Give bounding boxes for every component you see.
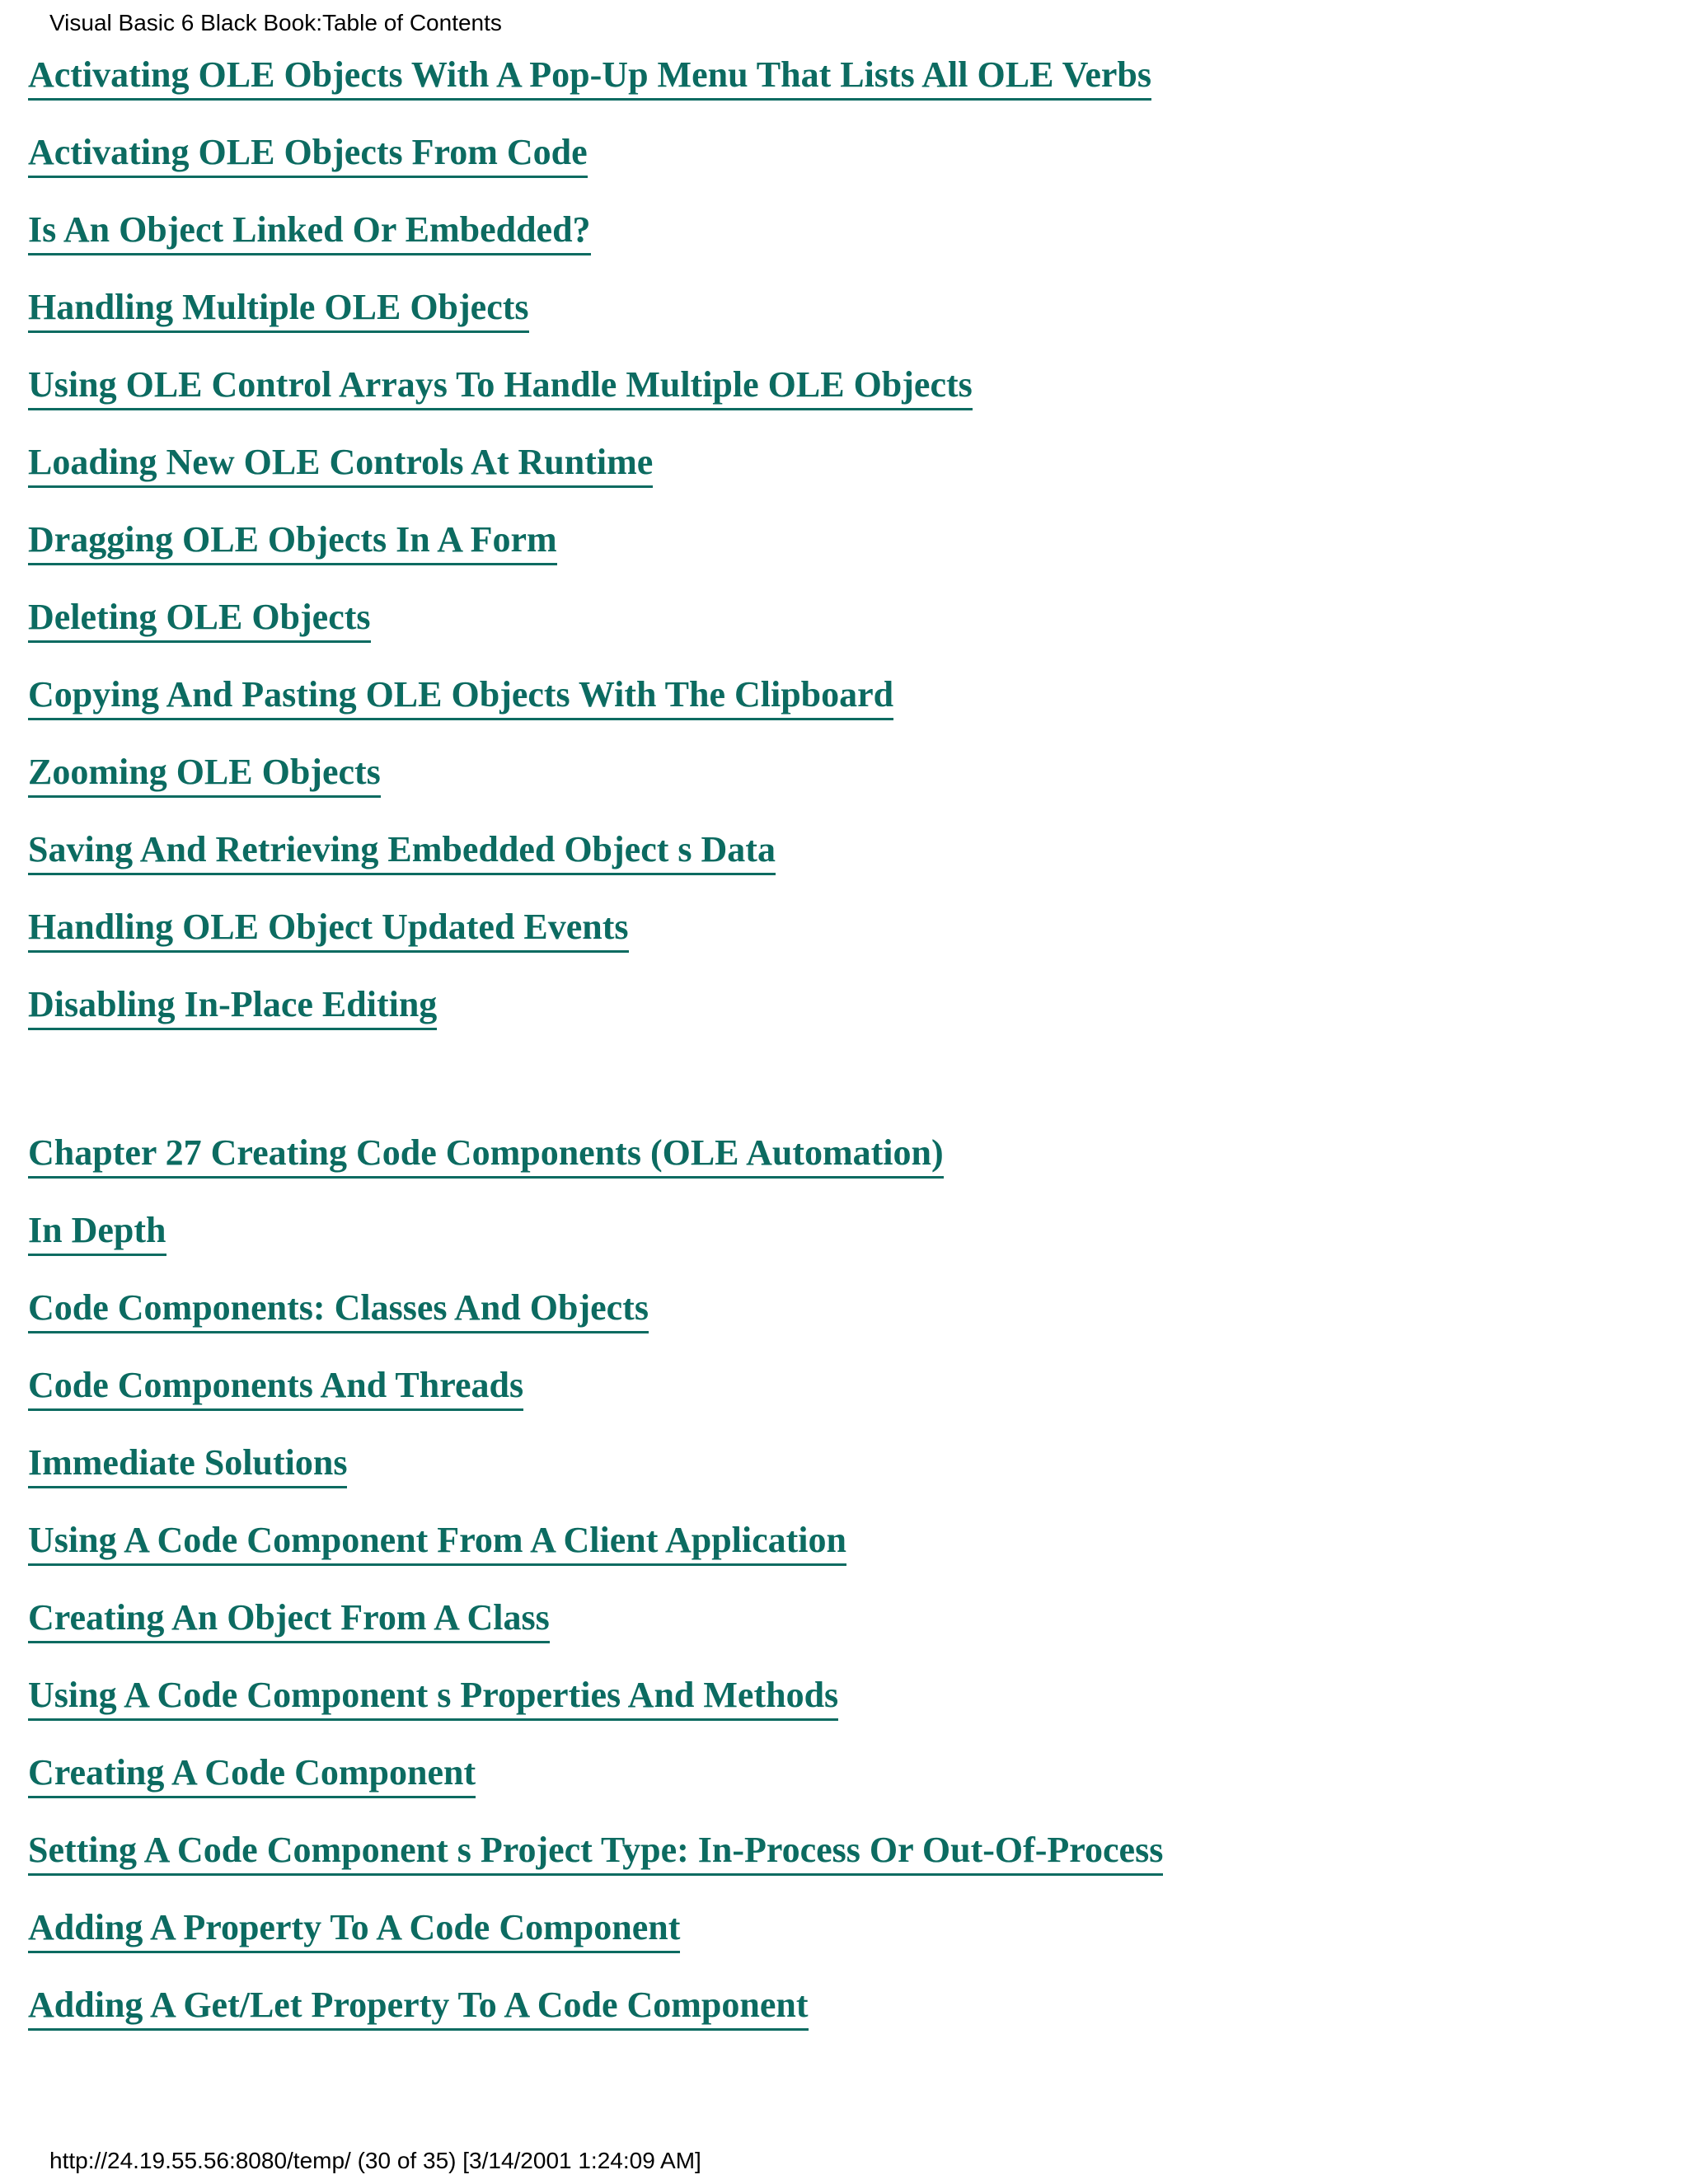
toc-link-components-and-threads[interactable]: Code Components And Threads	[28, 1362, 523, 1411]
toc-item	[28, 1517, 1163, 1595]
toc-link-ole-updated-events[interactable]: Handling OLE Object Updated Events	[28, 904, 629, 953]
toc-item	[28, 1285, 1163, 1362]
toc-item	[28, 362, 1163, 439]
toc-item	[28, 1130, 1163, 1207]
toc-link-classes-and-objects[interactable]: Code Components: Classes And Objects	[28, 1285, 649, 1333]
toc-item	[28, 1827, 1163, 1905]
toc-link-saving-embedded-data[interactable]: Saving And Retrieving Embedded Object s Data	[28, 827, 776, 875]
toc-link-chapter-27[interactable]: Chapter 27 Creating Code Components (OLE Automation)	[28, 1130, 944, 1179]
section-spacer	[28, 1059, 1163, 1130]
toc-item	[28, 749, 1163, 827]
toc-link-deleting-ole-objects[interactable]: Deleting OLE Objects	[28, 594, 371, 643]
toc-link-copying-pasting-ole[interactable]: Copying And Pasting OLE Objects With The Clipboard	[28, 672, 893, 720]
toc-link-zooming-ole-objects[interactable]: Zooming OLE Objects	[28, 749, 381, 798]
toc-item	[28, 207, 1163, 284]
toc-link-immediate-solutions[interactable]: Immediate Solutions	[28, 1440, 347, 1488]
toc-item	[28, 439, 1163, 517]
toc-item	[28, 1750, 1163, 1827]
toc-link-adding-get-let-property[interactable]: Adding A Get/Let Property To A Code Component	[28, 1982, 809, 2031]
toc-item	[28, 284, 1163, 362]
toc-link-loading-ole-controls-runtime[interactable]: Loading New OLE Controls At Runtime	[28, 439, 653, 488]
toc-item	[28, 1905, 1163, 1982]
toc-item	[28, 1595, 1163, 1672]
toc-item	[28, 1672, 1163, 1750]
toc-link-in-depth[interactable]: In Depth	[28, 1207, 166, 1256]
toc-item	[28, 672, 1163, 749]
toc-item	[28, 517, 1163, 594]
table-of-contents	[28, 52, 1163, 2060]
page-footer-url: http://24.19.55.56:8080/temp/ (30 of 35) [3/14/2001 1:24:09 AM]	[49, 2148, 701, 2173]
toc-item	[28, 1362, 1163, 1440]
toc-link-creating-code-component[interactable]: Creating A Code Component	[28, 1750, 476, 1798]
toc-item	[28, 52, 1163, 129]
toc-link-activating-ole-popup-menu[interactable]: Activating OLE Objects With A Pop-Up Menu That Lists All OLE Verbs	[28, 52, 1151, 101]
toc-item	[28, 594, 1163, 672]
toc-link-client-application[interactable]: Using A Code Component From A Client Application	[28, 1517, 846, 1566]
toc-link-object-linked-or-embedded[interactable]: Is An Object Linked Or Embedded?	[28, 207, 591, 255]
toc-item	[28, 1982, 1163, 2060]
toc-item	[28, 904, 1163, 982]
toc-link-project-type[interactable]: Setting A Code Component s Project Type: In-Process Or Out-Of-Process	[28, 1827, 1163, 1876]
toc-link-properties-and-methods[interactable]: Using A Code Component s Properties And Methods	[28, 1672, 838, 1721]
toc-link-activating-ole-from-code[interactable]: Activating OLE Objects From Code	[28, 129, 588, 178]
toc-item	[28, 1440, 1163, 1517]
toc-link-object-from-class[interactable]: Creating An Object From A Class	[28, 1595, 550, 1643]
page-header-title: Visual Basic 6 Black Book:Table of Contents	[49, 10, 502, 35]
toc-item	[28, 982, 1163, 1059]
toc-link-disabling-in-place-editing[interactable]: Disabling In-Place Editing	[28, 982, 437, 1030]
toc-item	[28, 129, 1163, 207]
toc-link-handling-multiple-ole[interactable]: Handling Multiple OLE Objects	[28, 284, 529, 333]
toc-item	[28, 1207, 1163, 1285]
toc-item	[28, 827, 1163, 904]
toc-link-dragging-ole-objects[interactable]: Dragging OLE Objects In A Form	[28, 517, 557, 565]
toc-link-ole-control-arrays[interactable]: Using OLE Control Arrays To Handle Multiple OLE Objects	[28, 362, 973, 410]
toc-link-adding-property[interactable]: Adding A Property To A Code Component	[28, 1905, 680, 1953]
